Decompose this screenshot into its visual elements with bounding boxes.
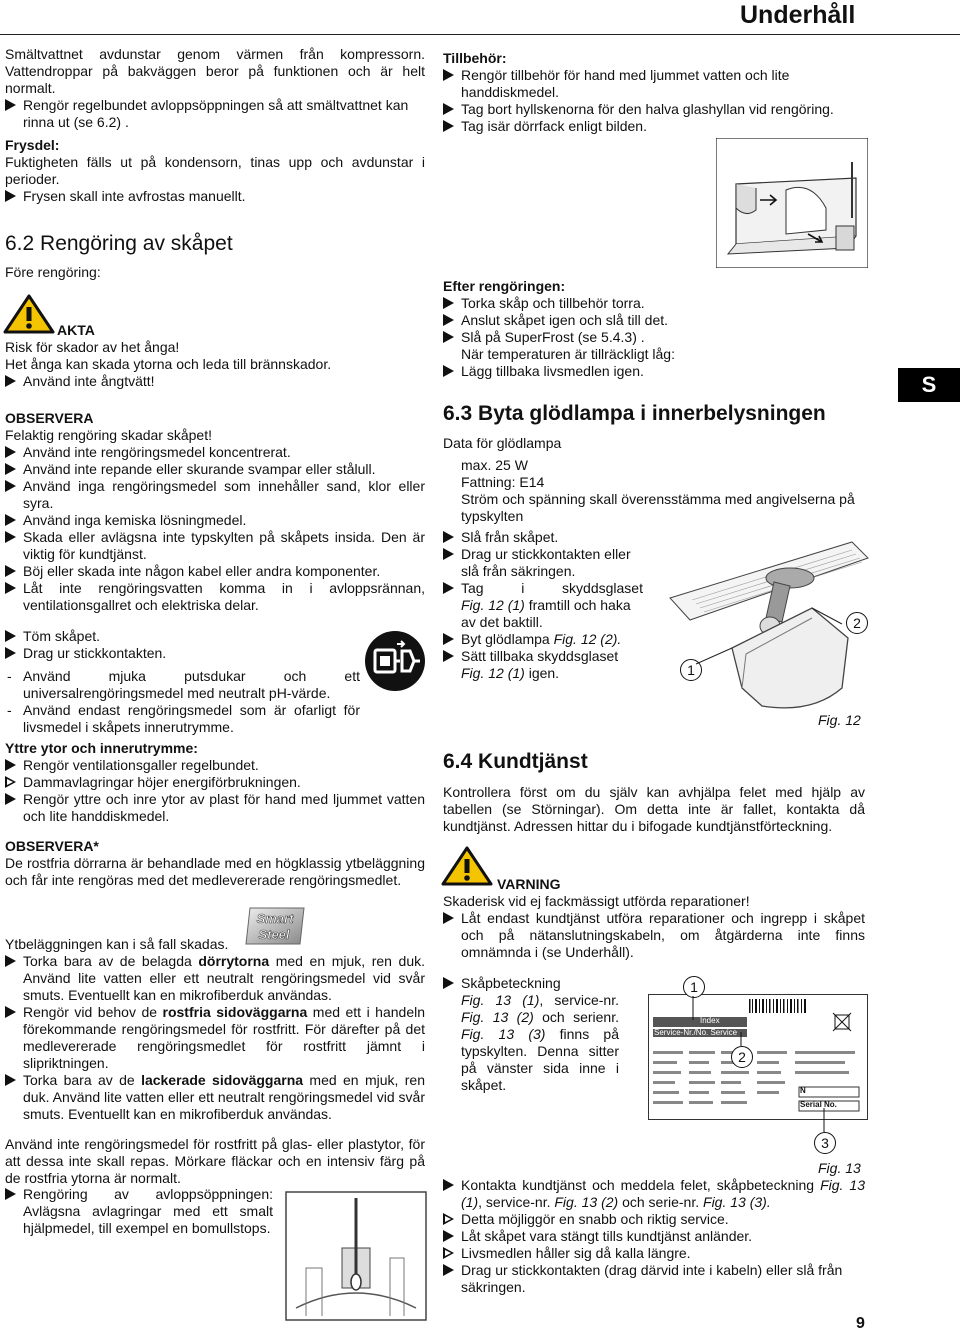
fig13-service-text: Service-Nr./No. Service — [654, 1028, 738, 1037]
bullet-icon — [443, 912, 454, 924]
hint-icon — [5, 776, 13, 786]
door-rack-figure — [716, 138, 868, 268]
bullet-icon — [443, 582, 454, 594]
bullet-icon — [5, 759, 16, 771]
fig12-callout-1: 1 — [680, 659, 702, 681]
tom-block — [5, 628, 360, 736]
skap-block — [443, 975, 619, 1094]
bullet-icon — [5, 955, 16, 967]
bullet-icon — [443, 1264, 454, 1276]
observera2-heading: OBSERVERA* — [5, 838, 99, 854]
list-item: Rengör tillbehör för hand med ljummet vatten och lite handdiskmedel. — [443, 67, 865, 101]
bullet-icon — [443, 531, 454, 543]
list-item: Torka skåp och tillbehör torra. — [443, 295, 865, 312]
bullet-icon — [443, 1230, 454, 1242]
smartsteel-text-2: Steel — [258, 927, 290, 942]
list-item-continued: Fig. 12 (1) igen. — [461, 665, 560, 681]
fig12-illustration — [662, 538, 870, 714]
efter-block — [443, 278, 865, 380]
list-item: Tag isär dörrfack enligt bilden. — [443, 118, 865, 135]
yttre-block — [5, 740, 425, 825]
list-item: Detta möjliggör en snabb och riktig service. — [443, 1211, 865, 1228]
bullet-icon — [5, 565, 16, 577]
warning-triangle-icon — [441, 846, 493, 886]
bullet-icon — [5, 1188, 16, 1200]
fig13-label: Fig. 13 — [818, 1160, 861, 1176]
list-item: Kontakta kundtjänst och meddela felet, skåpbeteckning Fig. 13 (1), service-nr. Fig. 13 (2) och serie-nr. Fig. 13 (3). — [443, 1177, 865, 1211]
list-item: Använd inga rengöringsmedel som innehåller sand, klor eller syra. — [5, 478, 425, 512]
kundtjanst-text: Kontrollera först om du själv kan avhjälpa felet med hjälp av tabellen (se Störningar). Om detta inte är fallet, kontakta då kundtjänst. Adressen hittar du i bifogade kundtjänstförteckning. — [443, 784, 865, 834]
bullet-icon — [443, 977, 454, 989]
list-item: Använd inte repande eller skurande svampar eller stålull. — [5, 461, 425, 478]
efter-heading: Efter rengöringen: — [443, 278, 566, 294]
list-item: Använd inte rengöringsmedel koncentrerat. — [5, 444, 425, 461]
yttre-heading: Yttre ytor och innerutrymme: — [5, 740, 198, 756]
ytbel-text: Ytbeläggningen kan i så fall skadas. — [5, 936, 229, 952]
bullet-icon — [5, 446, 16, 458]
observera-block — [5, 410, 425, 614]
list-item: Töm skåpet. — [5, 628, 360, 645]
hint-icon — [443, 1213, 451, 1223]
smartsteel-text-1: Smart — [256, 911, 294, 926]
list-item: Böj eller skada inte någon kabel eller andra komponenter. — [5, 563, 425, 580]
bullet-icon — [443, 103, 454, 115]
bullet-icon — [5, 582, 16, 594]
list-item: Använd inga kemiska lösningmedel. — [5, 512, 425, 529]
list-item: Torka bara av de lackerade sidoväggarna med en mjuk, ren duk. Använd lite vatten eller ett neutralt rengöringsmedel vid svår smuts. Eventuellt kan en mikrofiberduk användas. — [5, 1072, 425, 1123]
bullet-icon — [443, 365, 454, 377]
list-item: Drag ur stickkontakten. — [5, 645, 360, 662]
tillbehor-block — [443, 50, 865, 135]
observera-line: Felaktig rengöring skadar skåpet! — [5, 427, 212, 443]
akta-line-1: Risk för skador av het ånga! — [5, 339, 180, 355]
bullet-icon — [443, 314, 454, 326]
efter-note: När temperaturen är tillräckligt låg: — [461, 346, 675, 362]
bullet-icon — [443, 633, 454, 645]
header-rule — [0, 34, 960, 35]
list-item: Rengör ventilationsgaller regelbundet. — [5, 757, 425, 774]
varning-line: Skaderisk vid ej fackmässigt utförda reparationer! — [443, 893, 750, 909]
plast-text: Använd inte rengöringsmedel för rostfritt på glas- eller plastytor, för att dessa inte skall repas. Mörkare fläckar och en intensiv färg på de rostfria ytorna är normalt. — [5, 1136, 425, 1186]
list-item: Låt inte rengöringsvatten komma in i avloppsrännan, ventilationsgallret och elektriska delar. — [5, 580, 425, 614]
list-item: Slå från skåpet. — [443, 529, 643, 546]
list-item: Drag ur stickkontakten eller slå från säkringen. — [443, 546, 643, 580]
list-item: Tag bort hyllskenorna för den halva glashyllan vid rengöring. — [443, 101, 865, 118]
varning-label: VARNING — [497, 876, 561, 892]
fig13-no-text: N — [800, 1086, 806, 1095]
fig13-callout-1: 1 — [683, 976, 705, 998]
bullet-icon — [5, 1006, 16, 1018]
bullet-icon — [443, 331, 454, 343]
section-62-heading: 6.2 Rengöring av skåpet — [5, 232, 233, 255]
bullet-icon — [5, 99, 16, 111]
observera-heading: OBSERVERA — [5, 410, 94, 426]
lamp-max: max. 25 W — [461, 457, 528, 473]
left-column — [5, 46, 425, 205]
bullet-icon — [5, 190, 16, 202]
bullet-icon — [443, 69, 454, 81]
bullet-icon — [443, 650, 454, 662]
lamp-note: Ström och spänning skall överensstämma med angivelserna på typskylten — [461, 491, 855, 524]
fig13-serial-text: Serial No. — [800, 1100, 837, 1109]
tillbehor-heading: Tillbehör: — [443, 50, 507, 66]
list-item: Anslut skåpet igen och slå till det. — [443, 312, 865, 329]
fig12-label: Fig. 12 — [818, 712, 861, 728]
list-item: Låt skåpet vara stängt tills kundtjänst anländer. — [443, 1228, 865, 1245]
bullet-icon — [5, 793, 16, 805]
list-item: Sätt tillbaka skyddsglaset — [443, 648, 643, 665]
akta-bullet: Använd inte ångtvätt! — [5, 373, 425, 390]
care-block — [5, 936, 425, 1123]
bullet-icon — [5, 630, 16, 642]
list-item: Byt glödlampa Fig. 12 (2). — [443, 631, 643, 648]
list-item: Rengör yttre och inre ytor av plast för hand med ljummet vatten och lite handdiskmedel. — [5, 791, 425, 825]
fig13-index-text: Index — [700, 1016, 720, 1025]
bullet-icon — [5, 514, 16, 526]
list-item: Skada eller avlägsna inte typskylten på skåpets insida. Den är viktig för kundtjänst. — [5, 529, 425, 563]
warning-triangle-icon — [3, 294, 55, 334]
list-item: Skåpbeteckning — [443, 975, 619, 992]
fig13-leader-lines — [680, 996, 840, 1136]
bullet-icon — [443, 548, 454, 560]
fig13-callout-3: 3 — [814, 1132, 836, 1154]
section-64-heading: 6.4 Kundtjänst — [443, 750, 588, 773]
list-item: Låt endast kundtjänst utföra reparationer och ingrepp i skåpet och på nätanslutningskabeln, om åtgärderna inte finns omnämnda i (se Underhåll). — [443, 910, 865, 961]
list-item-continued: Fig. 12 (1) framtill och haka av det baktill. — [461, 597, 631, 630]
fig12-callout-2: 2 — [846, 612, 868, 634]
intro-text: Smältvattnet avdunstar genom värmen från kompressorn. Vattendroppar på bakväggen beror på funktionen och är helt normalt. — [5, 46, 425, 96]
bullet-icon — [443, 1179, 454, 1191]
bullet-icon — [5, 375, 16, 387]
akta-block — [5, 339, 425, 390]
bullet-icon — [5, 531, 16, 543]
list-item: Tag i skyddsglaset — [443, 580, 643, 597]
list-item: Rengöring av avloppsöppningen: Avlägsna avlagringar med ett smalt hjälpmedel, till exempel en bomullstops. — [5, 1186, 273, 1237]
lamp-socket: Fattning: E14 — [461, 474, 545, 490]
list-item: Dammavlagringar höjer energiförbrukningen. — [5, 774, 425, 791]
dash-item: - Använd mjuka putsdukar och ett universalrengöringsmedel med neutralt pH-värde. — [7, 668, 360, 701]
dash-item: - Använd endast rengöringsmedel som är ofarligt för livsmedel i skåpets innerutrymme. — [7, 702, 360, 735]
bullet-icon — [5, 1074, 16, 1086]
frysdel-bullet: Frysen skall inte avfrostas manuellt. — [5, 188, 425, 205]
list-item: Lägg tillbaka livsmedlen igen. — [443, 363, 865, 380]
frysdel-heading: Frysdel: — [5, 137, 60, 153]
bullet-icon — [443, 120, 454, 132]
lamp-steps-block — [443, 529, 643, 682]
final-block — [443, 1177, 865, 1296]
language-tab-s: S — [898, 368, 960, 402]
list-item: Slå på SuperFrost (se 5.4.3) . — [443, 329, 865, 346]
page-number: 9 — [856, 1315, 865, 1332]
bullet-icon — [5, 480, 16, 492]
bullet-icon — [5, 647, 16, 659]
page-header-title: Underhåll — [740, 1, 856, 29]
list-item: Rengör vid behov de rostfria sidoväggarna med ett i handeln förekommande rengöringsmedel för rostfritt. För därefter på det medlevererade rengöringsmedlet för rostfritt jämnt i slipriktningen. — [5, 1004, 425, 1072]
hint-icon — [443, 1247, 451, 1257]
list-item: Drag ur stickkontakten (drag därvid inte i kabeln) eller slå från säkringen. — [443, 1262, 865, 1296]
drain-block — [5, 1186, 273, 1237]
akta-label: AKTA — [57, 322, 95, 338]
frysdel-text: Fuktigheten fälls ut på kondensorn, tinas upp och avdunstar i perioder. — [5, 154, 425, 187]
varning-block — [443, 893, 865, 961]
lamp-data-heading: Data för glödlampa — [443, 435, 562, 451]
akta-line-2: Het ånga kan skada ytorna och leda till brännskador. — [5, 356, 332, 372]
fig13-callout-2: 2 — [731, 1046, 753, 1068]
observera2-block — [5, 838, 425, 889]
list-item: Livsmedlen håller sig då kalla längre. — [443, 1245, 865, 1262]
skap-text: Fig. 13 (1), service-nr. Fig. 13 (2) och serienr. Fig. 13 (3) finns på typskylten. Denna sitter på vänster sida inne i skåpet. — [461, 992, 619, 1093]
section-63-heading: 6.3 Byta glödlampa i innerbelysningen — [443, 402, 826, 425]
intro-bullet: Rengör regelbundet avloppsöppningen så att smältvattnet kan rinna ut (se 6.2) . — [5, 97, 425, 131]
list-item: Torka bara av de belagda dörrytorna med en mjuk, ren duk. Använd lite vatten eller ett neutralt rengöringsmedel vid svår smuts. Eventuellt kan en mikrofiberduk användas. — [5, 953, 425, 1004]
bullet-icon — [443, 297, 454, 309]
unplug-icon — [364, 630, 426, 692]
observera2-text: De rostfria dörrarna är behandlade med en högklassig ytbeläggning och får inte rengöras med det medlevererade rengöringsmedlet. — [5, 855, 425, 888]
drain-figure — [282, 1188, 430, 1324]
lamp-spec-block — [461, 457, 866, 525]
bullet-icon — [5, 463, 16, 475]
fore-heading: Före rengöring: — [5, 264, 101, 280]
